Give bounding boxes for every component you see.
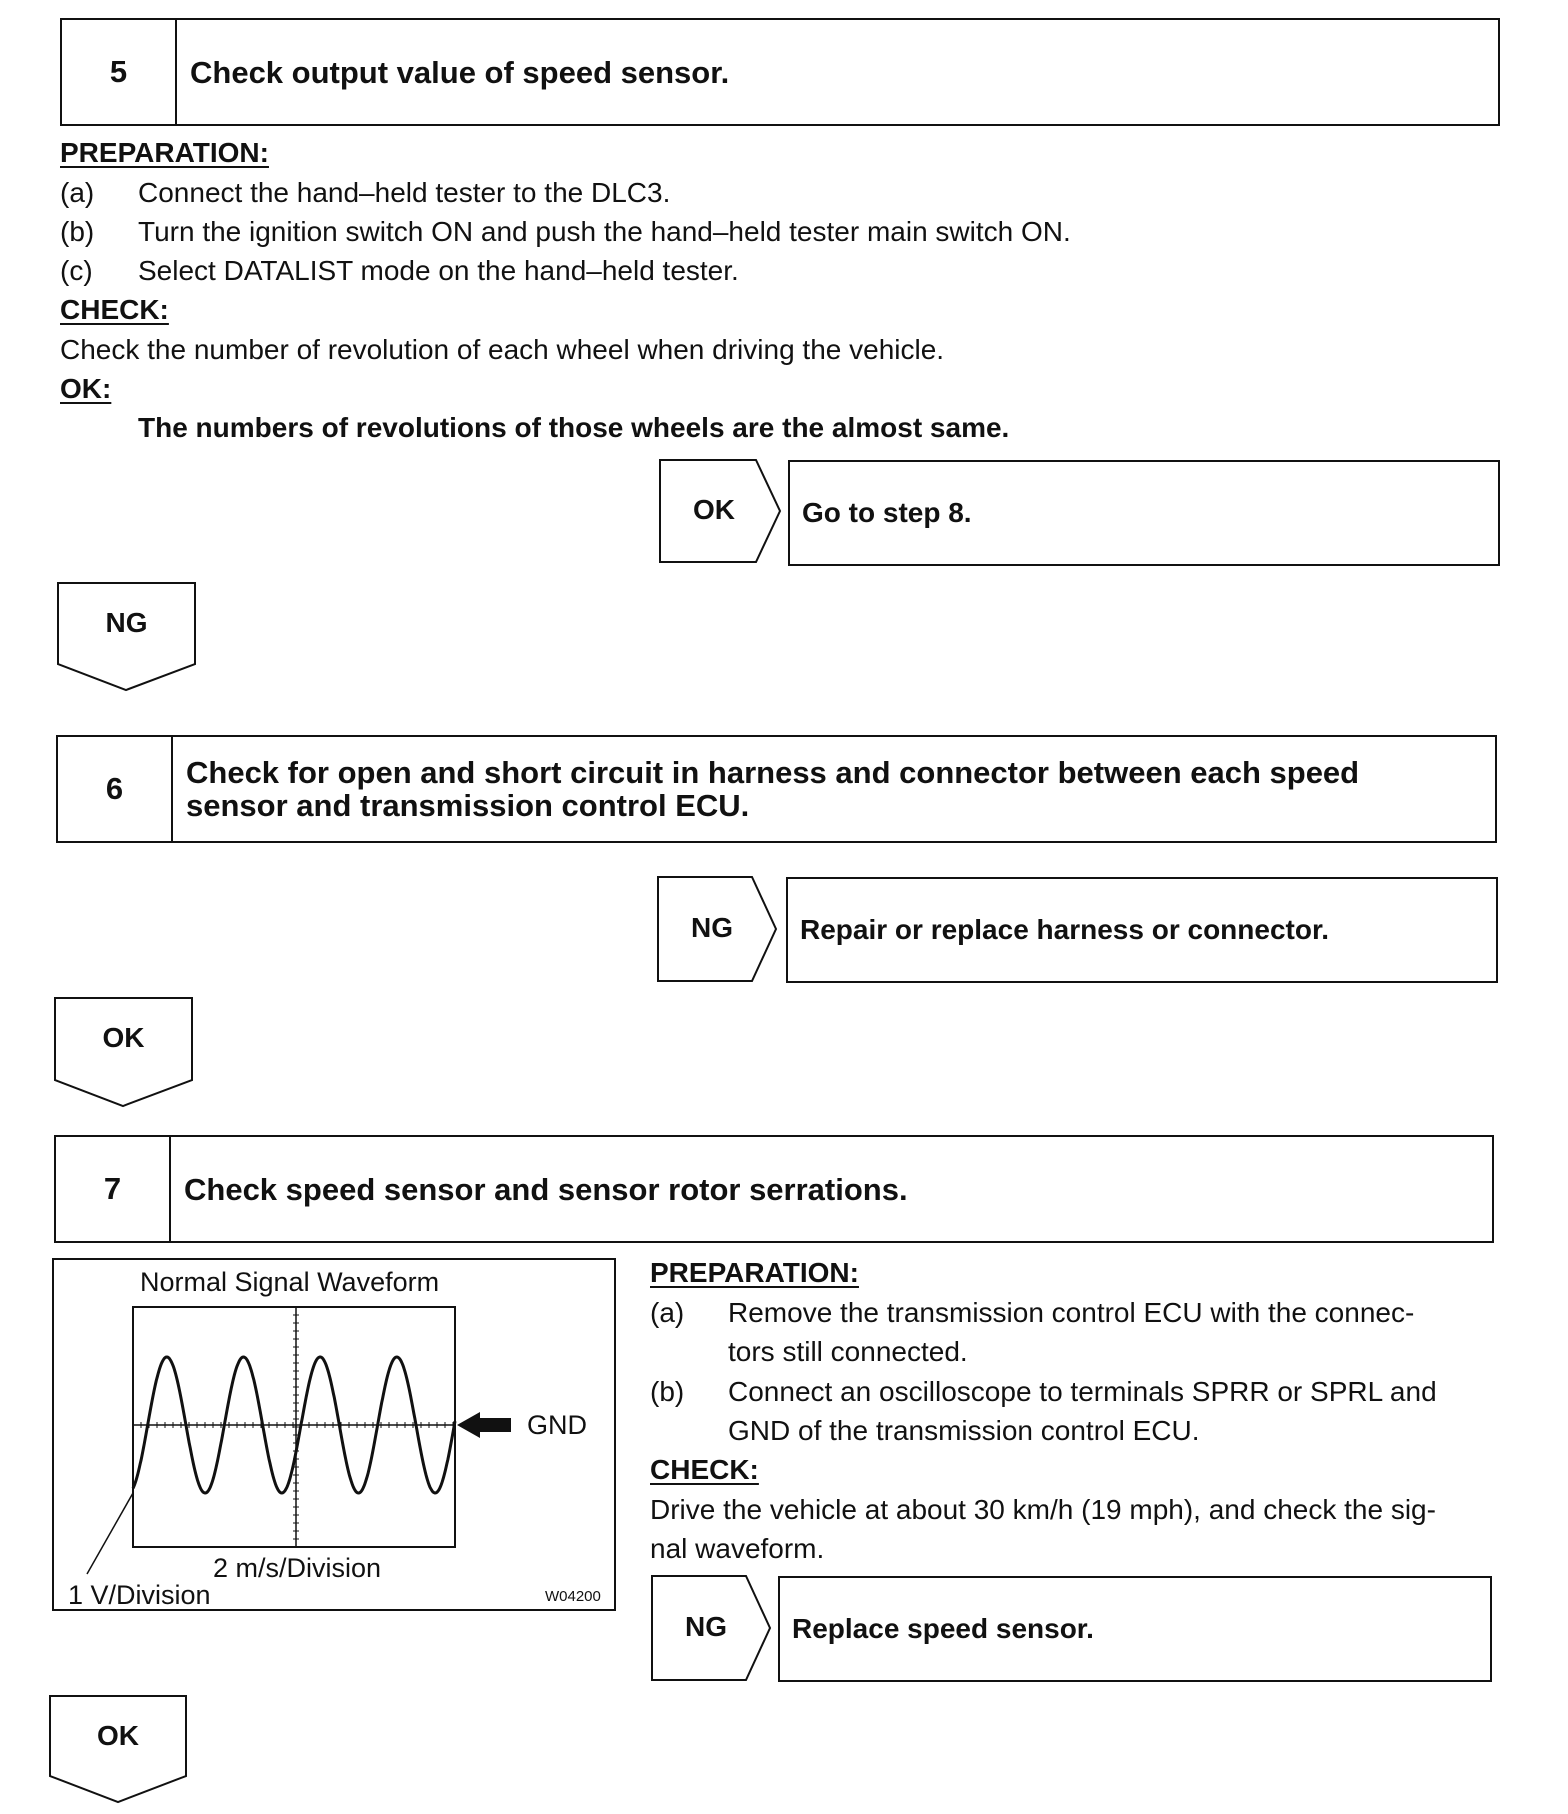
- step-5-prep-c-marker: (c): [60, 255, 93, 286]
- step-7-number: 7: [56, 1137, 171, 1241]
- step-5-prep-c-text: Select DATALIST mode on the hand–held tester.: [138, 255, 739, 286]
- step-5-ok-heading: OK:: [60, 373, 112, 404]
- step-7-check-line-2: nal waveform.: [650, 1533, 825, 1564]
- waveform-gnd-label: GND: [527, 1410, 587, 1440]
- step-7-result-box: Replace speed sensor.: [778, 1576, 1492, 1682]
- step-5-ok-label: OK: [693, 494, 735, 525]
- waveform-code: W04200: [545, 1588, 601, 1605]
- step-7-prep-a-marker: (a): [650, 1297, 685, 1328]
- waveform-x-label: 2 m/s/Division: [213, 1553, 382, 1583]
- step-5-title: Check output value of speed sensor.: [190, 54, 730, 90]
- step-5-preparation-heading: PREPARATION:: [60, 137, 269, 168]
- step-7-prep-a-line-1: Remove the transmission control ECU with the connec-: [728, 1297, 1415, 1328]
- step-7-ok-label: OK: [97, 1720, 139, 1751]
- step-7-prep-b-marker: (b): [650, 1376, 685, 1407]
- step-6-number: 6: [58, 737, 173, 841]
- step-6-title-line-1: Check for open and short circuit in harness and connector between each speed: [186, 755, 1360, 790]
- step-7-title: Check speed sensor and sensor rotor serrations.: [184, 1171, 908, 1207]
- step-7-prep-b-line-2: GND of the transmission control ECU.: [728, 1415, 1200, 1446]
- step-5-result-box: Go to step 8.: [788, 460, 1500, 566]
- step-6-ng-label: NG: [691, 912, 733, 943]
- step-7-preparation-heading: PREPARATION:: [650, 1257, 859, 1288]
- step-6-result-box: Repair or replace harness or connector.: [786, 877, 1498, 983]
- waveform-title: Normal Signal Waveform: [140, 1267, 440, 1297]
- step-7-check-heading: CHECK:: [650, 1454, 759, 1485]
- step-7-prep-a-line-2: tors still connected.: [728, 1336, 968, 1367]
- step-7-prep-b-line-1: Connect an oscilloscope to terminals SPRR or SPRL and: [728, 1376, 1437, 1407]
- step-5-prep-a-text: Connect the hand–held tester to the DLC3.: [138, 177, 671, 208]
- step-7-ng-label: NG: [685, 1611, 727, 1642]
- step-5-number: 5: [62, 20, 177, 124]
- step-5-prep-b-marker: (b): [60, 216, 95, 247]
- step-5-ng-label: NG: [105, 607, 148, 638]
- step-5-check-heading: CHECK:: [60, 294, 169, 325]
- step-5-ok-text: The numbers of revolutions of those wheels are the almost same.: [138, 412, 1010, 443]
- step-5-check-text: Check the number of revolution of each wheel when driving the vehicle.: [60, 334, 945, 365]
- step-5-prep-a-marker: (a): [60, 177, 95, 208]
- step-6-title-line-2: sensor and transmission control ECU.: [186, 788, 750, 823]
- step-5-prep-b-text: Turn the ignition switch ON and push the hand–held tester main switch ON.: [138, 216, 1071, 247]
- step-6-ok-label: OK: [102, 1022, 145, 1053]
- waveform-y-label: 1 V/Division: [68, 1580, 211, 1610]
- step-7-check-line-1: Drive the vehicle at about 30 km/h (19 mph), and check the sig-: [650, 1494, 1436, 1525]
